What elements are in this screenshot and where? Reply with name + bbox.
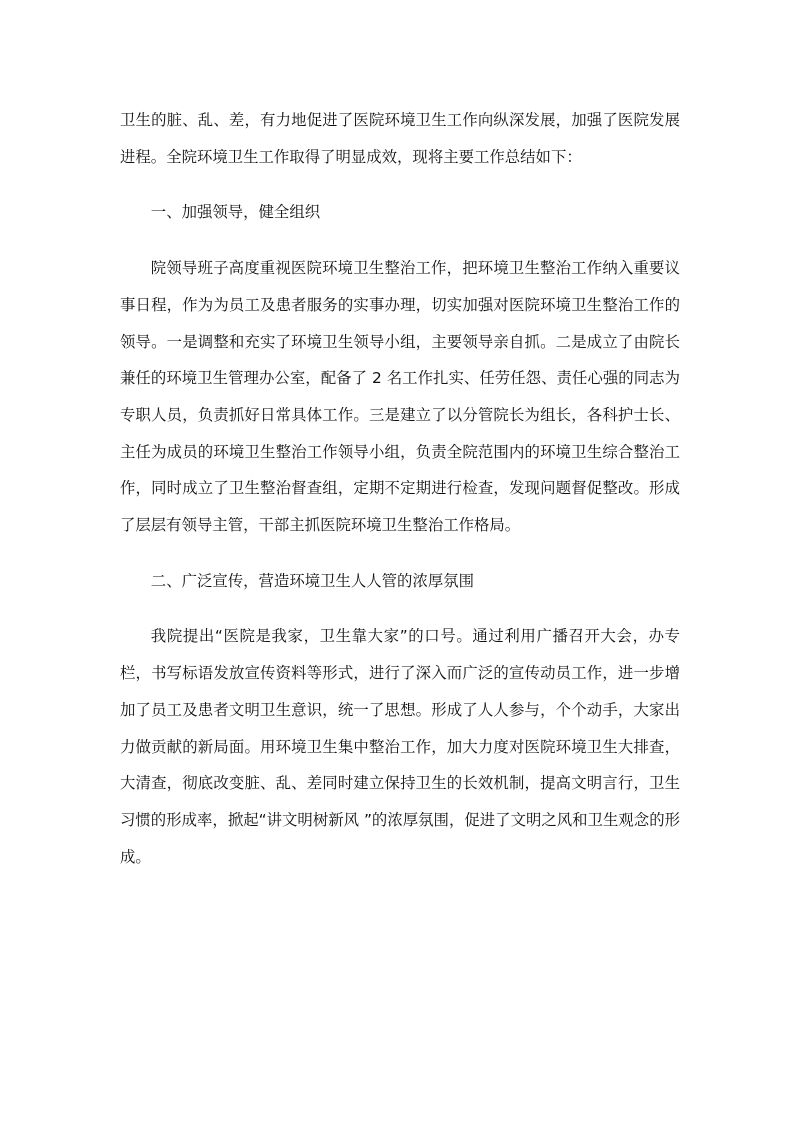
section-heading-2: 二、广泛宣传，营造环境卫生人人管的浓厚氛围 [150, 571, 475, 590]
paragraph-publicity: 我院提出“医院是我家，卫生靠大家”的口号。通过利用广播召开大会，办专栏，书写标语发放宣传资料等形式，进行了深入而广泛的宣传动员工作，进一步增加了员工及患者文明卫生意识，统一了思想。形成了人人参与，个个动手，大家出力做贡献的新局面。用环境卫生集中整治工作，加大力度对医院环境卫生大排查，大清查，彻底改变脏、乱、差同时建立保持卫生的长效机制，提高文明言行，卫生习惯的形成率，掀起“讲文明树新风 ”的浓厚氛围，促进了文明之风和卫生观念的形成。 [120, 627, 680, 866]
document-body [120, 102, 680, 894]
paragraph-intro-continuation: 卫生的脏、乱、差，有力地促进了医院环境卫生工作向纵深发展，加强了医院发展进程。全院环境卫生工作取得了明显成效，现将主要工作总结如下： [120, 111, 680, 166]
section-heading-1: 一、加强领导，健全组织 [150, 203, 321, 222]
paragraph-leadership: 院领导班子高度重视医院环境卫生整治工作，把环境卫生整治工作纳入重要议事日程，作为为员工及患者服务的实事办理，切实加强对医院环境卫生整治工作的领导。一是调整和充实了环境卫生领导小组，主要领导亲自抓。二是成立了由院长兼任的环境卫生管理办公室，配备了 2 名工作扎实、任劳任怨、责任心强的同志为专职人员，负责抓好日常具体工作。三是建立了以分管院长为组长，各科护士长、主任为成员的环境卫生整治工作领导小组，负责全院范围内的环境卫生综合整治工作，同时成立了卫生整治督查组，定期不定期进行检查，发现问题督促整改。形成了层层有领导主管，干部主抓医院环境卫生整治工作格局。 [120, 259, 680, 535]
